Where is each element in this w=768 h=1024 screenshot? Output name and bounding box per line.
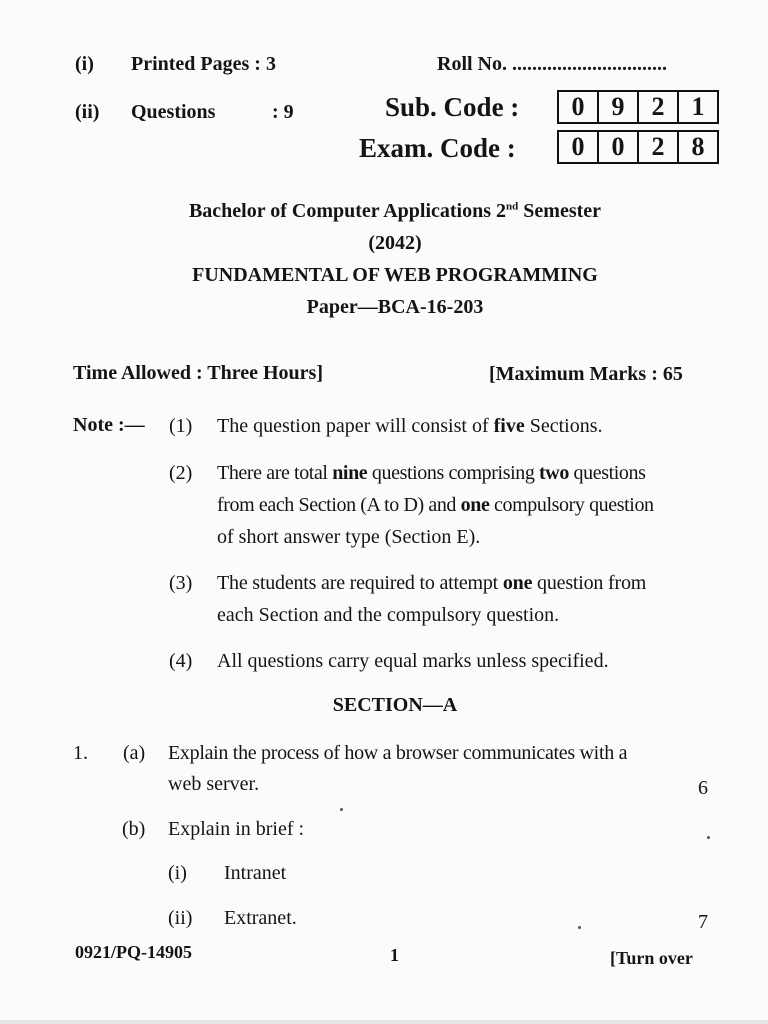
question-1a-line-1: Explain the process of how a browser communicates with a <box>168 742 628 764</box>
note-3-bold: one <box>502 572 533 594</box>
note-2-line-1 <box>217 457 646 489</box>
sub-code-digit: 2 <box>637 92 677 122</box>
questions-number: (ii) <box>75 101 100 123</box>
note-1-text <box>217 410 603 442</box>
footer-page-number: 1 <box>390 945 399 965</box>
exam-code-digit: 0 <box>571 132 585 161</box>
question-1b-i-text: Intranet <box>224 862 287 884</box>
scan-speck <box>707 836 710 839</box>
note-3-part: question from <box>532 572 647 594</box>
footer-paper-code: 0921/PQ-14905 <box>75 942 192 962</box>
question-1b-marks: 7 <box>698 911 708 933</box>
maximum-marks: [Maximum Marks : 65 <box>489 363 683 385</box>
footer-turn-over: [Turn over <box>610 948 693 968</box>
note-1-part: The question paper will consist of <box>217 415 494 437</box>
sub-code-digit: 1 <box>677 92 717 122</box>
exam-code-digit: 0 <box>597 132 637 162</box>
exam-code-digit: 8 <box>677 132 717 162</box>
question-1b-number: (b) <box>122 818 146 840</box>
subject-title: FUNDAMENTAL OF WEB PROGRAMMING <box>192 264 598 286</box>
sub-code-digit: 9 <box>597 92 637 122</box>
question-1b-i-number: (i) <box>168 862 187 884</box>
note-2-part: There are total <box>217 462 333 484</box>
note-2-part: questions <box>568 462 646 484</box>
note-3-number: (3) <box>169 572 193 594</box>
question-1a-marks: 6 <box>698 777 708 799</box>
exam-code-digit: 2 <box>637 132 677 162</box>
printed-pages-label: Printed Pages : 3 <box>131 53 276 75</box>
printed-pages-number: (i) <box>75 53 94 75</box>
degree-text: Bachelor of Computer Applications 2 <box>188 200 507 222</box>
note-1-bold: five <box>493 415 525 437</box>
note-label: Note :— <box>73 414 145 436</box>
scan-speck <box>340 808 343 811</box>
question-1b-ii-text: Extranet. <box>224 907 297 929</box>
note-2-part: compulsory question <box>489 494 654 516</box>
degree-superscript: nd <box>506 200 519 213</box>
question-1b-ii-number: (ii) <box>168 907 193 929</box>
exam-year: (2042) <box>368 232 422 254</box>
note-2-line-3: of short answer type (Section E). <box>217 526 481 548</box>
exam-code-boxes <box>557 130 719 164</box>
sub-code-boxes <box>557 90 719 124</box>
paper-code: Paper—BCA-16-203 <box>306 296 484 318</box>
note-3-line-1 <box>217 567 646 599</box>
degree-title <box>0 200 768 223</box>
note-2-bold: one <box>460 494 490 516</box>
note-2-bold: two <box>539 462 569 484</box>
question-1-number: 1. <box>73 742 88 764</box>
question-1a-line-2: web server. <box>168 773 260 795</box>
note-2-part: questions comprising <box>367 462 540 484</box>
note-4-number: (4) <box>169 650 193 672</box>
question-1a-number: (a) <box>123 742 146 764</box>
note-3-line-2: each Section and the compulsory question. <box>217 604 560 626</box>
page-bottom-edge <box>0 1020 768 1024</box>
note-2-bold: nine <box>332 462 368 484</box>
roll-number-field: Roll No. ............................... <box>437 53 667 75</box>
note-1-number: (1) <box>169 415 193 437</box>
degree-semester: Semester <box>518 200 602 222</box>
questions-value: : 9 <box>272 101 294 123</box>
note-2-number: (2) <box>169 462 193 484</box>
question-1b-text: Explain in brief : <box>168 818 305 840</box>
sub-code-digit: 0 <box>571 92 585 121</box>
time-allowed: Time Allowed : Three Hours] <box>73 362 323 384</box>
note-3-part: The students are required to attempt <box>217 572 503 594</box>
note-1-part: Sections. <box>524 415 603 437</box>
note-4-text: All questions carry equal marks unless specified. <box>217 650 609 672</box>
section-a-heading: SECTION—A <box>332 694 458 716</box>
exam-code-label: Exam. Code : <box>359 133 516 163</box>
questions-label: Questions <box>131 101 216 123</box>
sub-code-label: Sub. Code : <box>385 92 520 122</box>
scan-speck <box>578 926 581 929</box>
note-2-line-2 <box>217 489 654 521</box>
note-2-part: from each Section (A to D) and <box>217 494 461 516</box>
